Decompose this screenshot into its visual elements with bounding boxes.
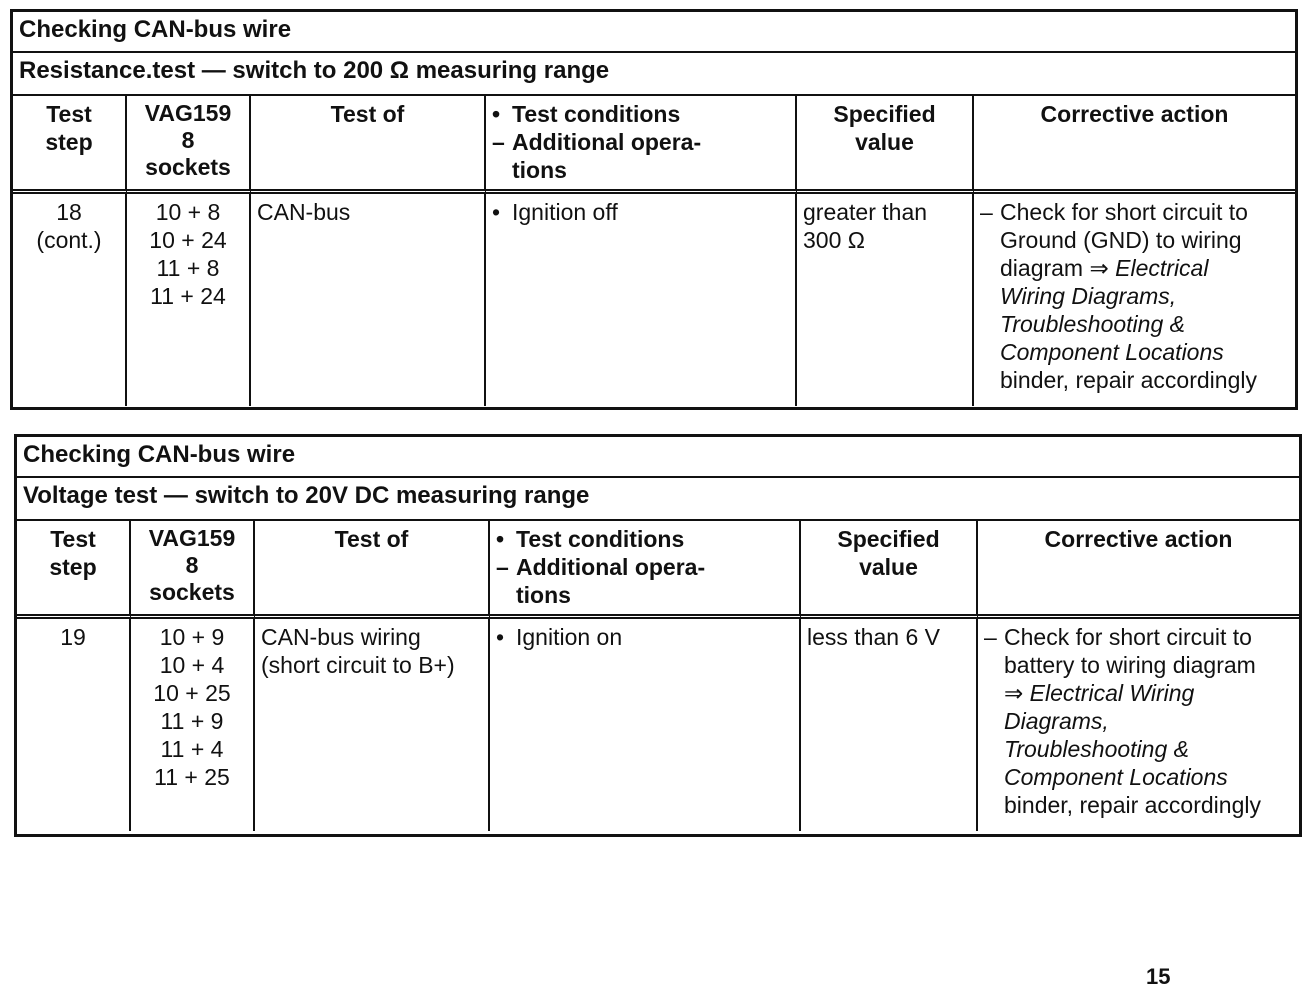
cell-specified-value: greater than 300 Ω <box>797 194 974 406</box>
bullet-icon: • <box>492 199 501 225</box>
action-end: binder, repair accordingly <box>1004 792 1261 818</box>
action-plain: Check for short circuit to battery to wiring diagram ⇒ <box>1004 624 1256 706</box>
table-title: Checking CAN-bus wire <box>17 437 1299 478</box>
bullet-icon: • <box>496 624 505 650</box>
header-sockets: VAG159 8 sockets <box>127 96 251 194</box>
bullet-icon: • <box>496 526 505 552</box>
header-conditions-dash: Additional opera- tions <box>516 554 706 608</box>
cell-condition <box>490 619 801 831</box>
header-test-step: Test step <box>17 521 131 619</box>
header-sockets: VAG159 8 sockets <box>131 521 255 619</box>
table-subtitle: Resistance.test — switch to 200 Ω measuring range <box>13 53 1295 96</box>
cell-specified-value: less than 6 V <box>801 619 978 831</box>
header-row <box>13 96 1295 194</box>
dash-icon: – <box>492 129 505 155</box>
table-row <box>13 194 1295 406</box>
page-number: 15 <box>1146 964 1171 989</box>
header-conditions-bullet: Test conditions <box>516 526 685 552</box>
header-test-conditions <box>490 521 801 619</box>
header-test-step: Test step <box>13 96 127 194</box>
bullet-icon: • <box>492 101 501 127</box>
cell-test-of: CAN-bus <box>251 194 486 406</box>
action-end: binder, repair accordingly <box>1000 367 1257 393</box>
cell-corrective-action <box>978 619 1299 831</box>
header-conditions-bullet: Test conditions <box>512 101 681 127</box>
voltage-test-table <box>14 434 1302 837</box>
action-plain: Check for short circuit to Ground (GND) to wiring diagram ⇒ <box>1000 199 1248 281</box>
cell-test-step: 18 (cont.) <box>13 194 127 406</box>
header-row <box>17 521 1299 619</box>
dash-icon: – <box>496 554 509 580</box>
action-reference: Electrical Wiring Diagrams, Troubleshooting & Component Locations <box>1000 255 1224 365</box>
cell-condition <box>486 194 797 406</box>
header-conditions-dash: Additional opera- tions <box>512 129 702 183</box>
header-test-conditions <box>486 96 797 194</box>
condition-text: Ignition on <box>516 624 623 650</box>
corrective-action-text <box>1004 623 1261 819</box>
cell-test-step: 19 <box>17 619 131 831</box>
dash-icon: – <box>984 624 997 650</box>
header-specified-value: Specified value <box>801 521 978 619</box>
header-corrective-action: Corrective action <box>978 521 1299 619</box>
table-subtitle: Voltage test — switch to 20V DC measuring range <box>17 478 1299 521</box>
cell-test-of: CAN-bus wiring (short circuit to B+) <box>255 619 490 831</box>
header-test-of: Test of <box>255 521 490 619</box>
table-row <box>17 619 1299 831</box>
cell-sockets: 10 + 9 10 + 4 10 + 25 11 + 9 11 + 4 11 + 25 <box>131 619 255 831</box>
header-specified-value: Specified value <box>797 96 974 194</box>
action-reference: Electrical Wiring Diagrams, Troubleshooting & Component Locations <box>1004 680 1228 790</box>
resistance-test-table <box>10 9 1298 410</box>
condition-text: Ignition off <box>512 199 618 225</box>
header-test-of: Test of <box>251 96 486 194</box>
corrective-action-text <box>1000 198 1257 394</box>
table-title: Checking CAN-bus wire <box>13 12 1295 53</box>
cell-sockets: 10 + 8 10 + 24 11 + 8 11 + 24 <box>127 194 251 406</box>
dash-icon: – <box>980 199 993 225</box>
header-corrective-action: Corrective action <box>974 96 1295 194</box>
cell-corrective-action <box>974 194 1295 406</box>
